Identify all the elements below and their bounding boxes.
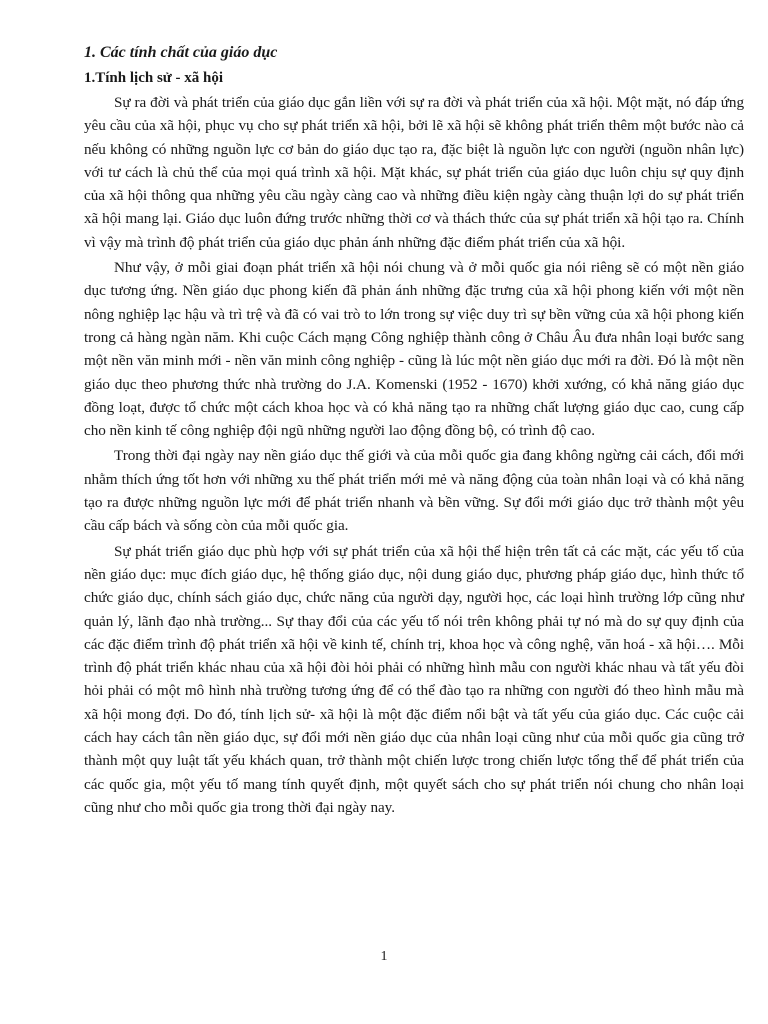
paragraph-1: Sự ra đời và phát triển của giáo dục gắn liền với sự ra đời và phát triển của xã hội. Một mặt, nó đáp ứng yêu cầu của xã hội, phục vụ cho sự phát triển xã hội, bởi lẽ xã hội sẽ không phát triển thêm một bước nào cả nếu không có những nguồn lực cơ bản do giáo dục tạo ra, đặc biệt là nguồn lực con người (nguồn nhân lực) với tư cách là chủ thể của mọi quá trình xã hội. Mặt khác, sự phát triển của giáo dục luôn chịu sự quy định của xã hội thông qua những yêu cầu ngày càng cao và những điều kiện ngày càng thuận lợi do sự phát triển xã hội mang lại. Giáo dục luôn đứng trước những thời cơ và thách thức của sự phát triển xã hội tạo ra. Chính vì vậy mà trình độ phát triển của giáo dục phản ánh những đặc điểm phát triển của xã hội.	[84, 94, 744, 251]
paragraph-3: Trong thời đại ngày nay nền giáo dục thế giới và của mỗi quốc gia đang không ngừng cải cách, đổi mới nhằm thích ứng tốt hơn với những xu thế phát triển mới mẻ và năng động của toàn nhân loại và có khả năng tạo ra được những nguồn lực mới để phát triển nhanh và bền vững. Sự đổi mới giáo dục trở thành một yêu cầu cấp bách và sống còn của mỗi quốc gia.	[84, 447, 744, 535]
section-heading: 1. Các tính chất của giáo dục	[84, 44, 278, 61]
page-number: 1	[380, 949, 388, 964]
document-page	[84, 42, 744, 821]
subsection-heading: 1.Tính lịch sử - xã hội	[84, 70, 224, 86]
paragraph-2: Như vậy, ở mỗi giai đoạn phát triển xã hội nói chung và ở mỗi quốc gia nói riêng sẽ có một nền giáo dục tương ứng. Nền giáo dục phong kiến đã phản ánh những đặc trưng của xã hội phong kiến với một nền nông nghiệp lạc hậu và trì trệ và đã có vai trò to lớn trong sự việc duy trì sự bền vững của xã hội phong kiến trong cả hàng ngàn năm. Khi cuộc Cách mạng Công nghiệp thành công ở Châu Âu đưa nhân loại bước sang một nền văn minh mới - nền văn minh công nghiệp - cũng là lúc một nền giáo dục mới ra đời. Đó là một nền giáo dục theo phương thức nhà trường do J.A. Komenski (1952 - 1670) khởi xướng, có khả năng giáo dục đồng loạt, được tổ chức một cách khoa học và có khả năng tạo ra những chất lượng giáo dục cao, cung cấp cho nền kinh tế công nghiệp đội ngũ những người lao động đồng bộ, có trình độ cao.	[84, 259, 744, 440]
paragraph-4: Sự phát triển giáo dục phù hợp với sự phát triển của xã hội thể hiện trên tất cả các mặt, các yếu tố của nền giáo dục: mục đích giáo dục, hệ thống giáo dục, nội dung giáo dục, phương pháp giáo dục, hình thức tổ chức giáo dục, chính sách giáo dục, chức năng của người dạy, người học, các loại hình trường lớp cũng như quản lý, lãnh đạo nhà trường... Sự thay đổi của các yếu tố nói trên không phải tự nó mà do sự quy định của các đặc điểm trình độ phát triển xã hội về kinh tế, chính trị, khoa học và công nghệ, văn hoá - xã hội…. Mỗi trình độ phát triển khác nhau của xã hội đòi hỏi phải có những hình mẫu con người khác nhau và tất yếu đòi hỏi phải có một mô hình nhà trường tương ứng để có thể đào tạo ra những con người đó theo hình mẫu mà xã hội mong đợi. Do đó, tính lịch sử- xã hội là một đặc điểm nổi bật và tất yếu của giáo dục. Các cuộc cải cách hay cách tân nền giáo dục, sự đổi mới nền giáo dục của nhân loại cũng như của mỗi quốc gia cũng trở thành một quy luật tất yếu khách quan, trở thành một chiến lược trong chiến lược tổng thể để phát triển của các quốc gia, một yếu tố mang tính quyết định, một quyết sách cho sự phát triển nói chung cho nhân loại cũng như cho mỗi quốc gia trong thời đại ngày nay.	[84, 542, 744, 816]
